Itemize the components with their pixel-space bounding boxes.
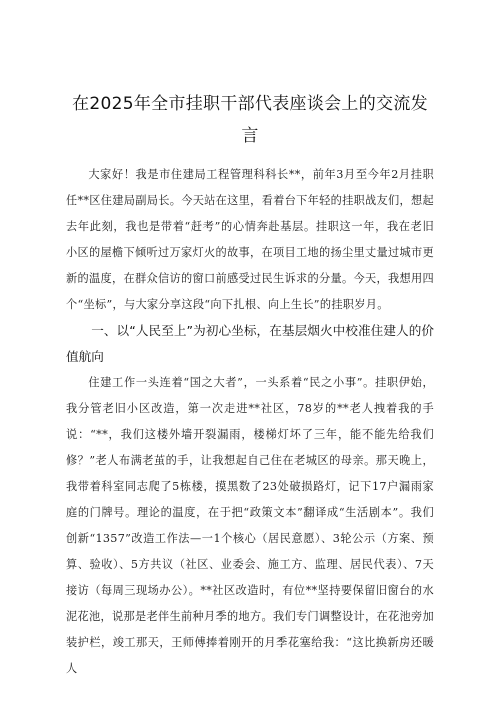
- section1-paragraph: 住建工作一头连着“国之大者”，一头系着“民之小事”。挂职伊始，我分管老旧小区改造，第一次走进**社区，78岁的**老人拽着我的手说：“**，我们这楼外墙开裂漏雨，楼梯灯坏了三年，能不能先给我们修？”老人布满老茧的手，让我想起自己住在老城区的母亲。那天晚上，我带着科室同志爬了5栋楼，摸黑数了23处破损路灯，记下17户漏雨家庭的门牌号。理论的温度，在于把“政策文本”翻译成“生活剧本”。我们创新“1357”改造工作法—一1个核心（居民意愿）、3轮公示（方案、预算、验收）、5方共议（社区、业委会、施工方、监理、居民代表）、7天接访（每周三现场办公）。**社区改造时，有位**坚持要保留旧窗台的水泥花池，说那是老伴生前种月季的地方。我们专门调整设计，在花池旁加装护栏，竣工那天，王师傅捧着刚开的月季花塞给我：“这比换新房还暖人: [66, 376, 434, 675]
- document-title: 在2025年全市挂职干部代表座谈会上的交流发言: [72, 94, 428, 146]
- section-heading-1: 一、以“人民至上”为初心坐标，在基层烟火中校准住建人的价值航向: [66, 323, 434, 364]
- intro-paragraph: 大家好！我是市住建局工程管理科科长**，前年3月至今年2月挂职任**区住建局副局长。今天站在这里，看着台下年轻的挂职战友们，想起去年此刻，我也是带着“赶考”的心情奔赴基层。挂职这一年，我在老旧小区的屋檐下倾听过万家灯火的故事，在项目工地的扬尘里丈量过城市更新的温度，在群众信访的窗口前感受过民生诉求的分量。今天，我想用四个“坐标”，与大家分享这段“向下扎根、向上生长”的挂职岁月。: [66, 168, 434, 311]
